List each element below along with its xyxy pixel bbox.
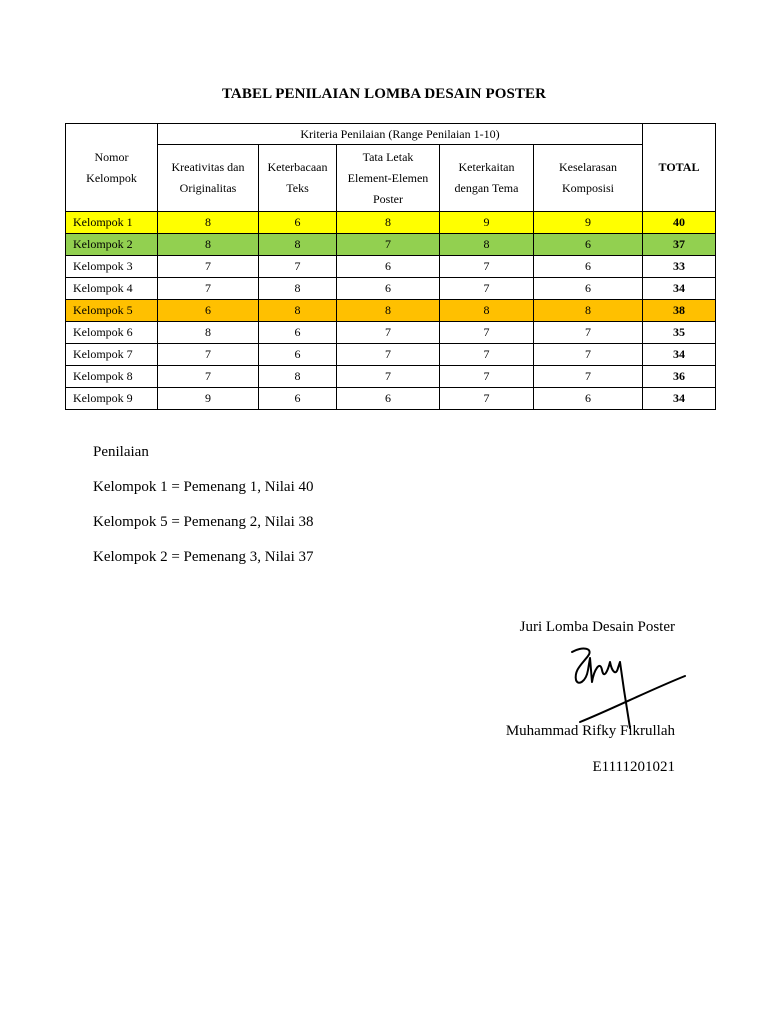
score-cell: 6 <box>259 344 337 366</box>
score-cell: 6 <box>158 300 259 322</box>
table-row <box>66 344 716 366</box>
judge-role: Juri Lomba Desain Poster <box>519 619 675 635</box>
score-cell: 9 <box>440 212 534 234</box>
total-cell: 33 <box>643 256 716 278</box>
total-cell: 34 <box>643 278 716 300</box>
score-cell: 8 <box>259 366 337 388</box>
group-name-cell: Kelompok 5 <box>66 300 158 322</box>
score-cell: 6 <box>337 278 440 300</box>
score-cell: 8 <box>534 300 643 322</box>
score-cell: 8 <box>259 300 337 322</box>
judge-id: E1111201021 <box>592 759 675 775</box>
total-cell: 38 <box>643 300 716 322</box>
score-table <box>65 123 716 410</box>
score-cell: 8 <box>158 234 259 256</box>
column-header-tata-letak <box>337 145 440 212</box>
score-cell: 7 <box>440 322 534 344</box>
score-cell: 7 <box>440 388 534 410</box>
winner-line-2: Kelompok 5 = Pemenang 2, Nilai 38 <box>93 514 314 530</box>
score-cell: 8 <box>440 234 534 256</box>
score-cell: 7 <box>440 278 534 300</box>
score-cell: 9 <box>158 388 259 410</box>
table-row <box>66 212 716 234</box>
score-cell: 7 <box>259 256 337 278</box>
group-header-label: Nomor Kelompok <box>86 149 137 185</box>
column-header-keterbacaan <box>259 145 337 212</box>
score-cell: 6 <box>534 388 643 410</box>
column-label: Tata Letak Element-Elemen Poster <box>347 149 429 206</box>
table-row <box>66 388 716 410</box>
table-row <box>66 300 716 322</box>
score-cell: 9 <box>534 212 643 234</box>
score-cell: 7 <box>337 322 440 344</box>
winner-line-1: Kelompok 1 = Pemenang 1, Nilai 40 <box>93 479 314 495</box>
score-cell: 7 <box>534 366 643 388</box>
score-cell: 7 <box>158 366 259 388</box>
score-cell: 6 <box>337 256 440 278</box>
total-cell: 34 <box>643 388 716 410</box>
score-cell: 6 <box>259 212 337 234</box>
score-cell: 6 <box>534 256 643 278</box>
table-row <box>66 366 716 388</box>
group-name-cell: Kelompok 7 <box>66 344 158 366</box>
score-cell: 7 <box>158 278 259 300</box>
group-name-cell: Kelompok 2 <box>66 234 158 256</box>
column-label: Keterbacaan Teks <box>267 160 328 195</box>
winner-line-3: Kelompok 2 = Pemenang 3, Nilai 37 <box>93 549 314 565</box>
score-cell: 7 <box>337 366 440 388</box>
total-cell: 40 <box>643 212 716 234</box>
total-cell: 36 <box>643 366 716 388</box>
group-name-cell: Kelompok 1 <box>66 212 158 234</box>
judge-name: Muhammad Rifky Fikrullah <box>505 723 675 739</box>
column-header-keterkaitan <box>440 145 534 212</box>
score-cell: 7 <box>158 344 259 366</box>
score-cell: 8 <box>440 300 534 322</box>
score-cell: 6 <box>337 388 440 410</box>
score-cell: 8 <box>337 300 440 322</box>
table-row <box>66 278 716 300</box>
column-label: Kreativitas dan Originalitas <box>171 160 245 195</box>
score-cell: 8 <box>259 278 337 300</box>
group-name-cell: Kelompok 9 <box>66 388 158 410</box>
score-cell: 8 <box>337 212 440 234</box>
score-cell: 7 <box>534 322 643 344</box>
group-name-cell: Kelompok 4 <box>66 278 158 300</box>
group-name-cell: Kelompok 6 <box>66 322 158 344</box>
criteria-header: Kriteria Penilaian (Range Penilaian 1-10) <box>158 124 643 145</box>
group-name-cell: Kelompok 3 <box>66 256 158 278</box>
table-row <box>66 256 716 278</box>
group-header <box>66 124 158 212</box>
total-cell: 34 <box>643 344 716 366</box>
total-header: TOTAL <box>643 124 716 212</box>
score-cell: 7 <box>337 234 440 256</box>
document-title: TABEL PENILAIAN LOMBA DESAIN POSTER <box>221 86 547 102</box>
score-cell: 8 <box>158 322 259 344</box>
table-row <box>66 322 716 344</box>
score-cell: 7 <box>440 256 534 278</box>
score-cell: 7 <box>440 344 534 366</box>
score-cell: 8 <box>259 234 337 256</box>
score-cell: 7 <box>158 256 259 278</box>
score-cell: 7 <box>337 344 440 366</box>
column-label: Keterkaitan dengan Tema <box>454 160 519 195</box>
column-header-kreativitas <box>158 145 259 212</box>
score-cell: 7 <box>534 344 643 366</box>
score-cell: 6 <box>259 322 337 344</box>
score-cell: 6 <box>259 388 337 410</box>
score-cell: 7 <box>440 366 534 388</box>
total-cell: 35 <box>643 322 716 344</box>
score-cell: 6 <box>534 234 643 256</box>
score-cell: 8 <box>158 212 259 234</box>
column-header-keselarasan <box>534 145 643 212</box>
assessment-heading: Penilaian <box>93 444 149 460</box>
column-label: Keselarasan Komposisi <box>559 160 617 195</box>
group-name-cell: Kelompok 8 <box>66 366 158 388</box>
score-cell: 6 <box>534 278 643 300</box>
table-row <box>66 234 716 256</box>
total-cell: 37 <box>643 234 716 256</box>
